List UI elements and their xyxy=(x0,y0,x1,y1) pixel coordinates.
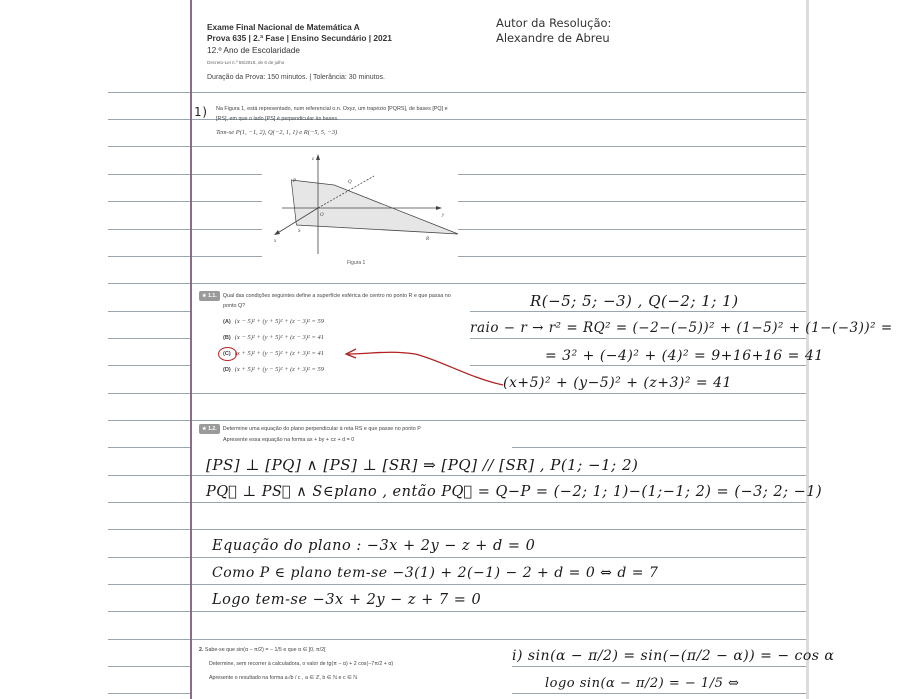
label-O: O xyxy=(320,213,324,218)
question-1-given: Tem-se P(1, −1, 2), Q(−2, 1, 1) e R(−5, 5, −3) xyxy=(216,129,338,136)
q1-1-badge: ★ 1.1. xyxy=(199,291,220,301)
q1-1-line-1: Qual das condições seguintes define a superfície esférica de centro no ponto R e que passa no xyxy=(222,293,451,299)
exam-title: Exame Final Nacional de Matemática A xyxy=(207,22,360,32)
exam-grade: 12.º Ano de Escolaridade xyxy=(207,45,300,55)
hw-1-1-line-1: R(−5; 5; −3) , Q(−2; 1; 1) xyxy=(530,292,739,310)
option-b[interactable]: (B) (x − 5)² + (y + 5)² + (z − 3)² = 41 xyxy=(223,334,324,341)
hw-1-2-line-2: PQ⃗ ⊥ PS⃗ ∧ S∈plano , então PQ⃗ = Q−P = (−2; 1; 1)−(1;−1; 2) = (−3; 2; −1) xyxy=(206,484,823,500)
figure-caption: Figura 1 xyxy=(347,260,366,266)
question-1-line-1: Na Figura 1, está representado, num referencial o.n. Oxyz, um trapézio [PQRS], de bases [PQ] e xyxy=(216,106,448,112)
q1-2-text xyxy=(199,424,421,445)
hw-2-line-1: i) sin(α − π/2) = sin(−(π/2 − α)) = − cos α xyxy=(512,648,835,664)
hw-1-1-line-2: raio − r → r² = RQ² = (−2−(−5))² + (1−5)² + (1−(−3))² = xyxy=(470,320,893,336)
hw-2-line-2: logo sin(α − π/2) = − 1/5 ⇔ xyxy=(545,676,740,691)
question-1-line-2: [RS], em que o lado [PS] é perpendicular às bases. xyxy=(216,116,339,122)
q1-1-line-2: ponto Q? xyxy=(223,303,246,309)
hw-1-2-line-3: Equação do plano : −3x + 2y − z + d = 0 xyxy=(212,538,536,554)
label-Q: Q xyxy=(348,180,352,185)
option-a[interactable]: (A) (x − 5)² + (y + 5)² + (z − 3)² = 59 xyxy=(223,318,324,325)
exam-decree: Decreto-Lei n.º 55/2018, de 6 de julho xyxy=(207,60,285,65)
q1-2-badge: ★ 1.2. xyxy=(199,424,220,434)
hw-1-2-line-5: Logo tem-se −3x + 2y − z + 7 = 0 xyxy=(212,592,482,608)
question-2-line-3: Apresente o resultado na forma a√b / c , a ∈ ℤ, b ∈ ℕ e c ∈ ℕ xyxy=(209,675,358,681)
question-2-number: 2. xyxy=(199,647,204,653)
label-S: S xyxy=(298,229,301,234)
question-2-text xyxy=(199,644,393,684)
hw-1-1-line-3: = 3² + (−4)² + (4)² = 9+16+16 = 41 xyxy=(545,348,824,364)
hw-1-1-line-4: (x+5)² + (y−5)² + (z+3)² = 41 xyxy=(503,375,732,391)
q1-2-line-2: Apresente essa equação na forma ax + by + cz + d = 0 xyxy=(223,437,355,443)
question-1-number: 1) xyxy=(194,105,209,119)
label-P: P xyxy=(293,179,297,184)
author-name: Alexandre de Abreu xyxy=(496,31,610,45)
exam-duration: Duração da Prova: 150 minutos. | Tolerância: 30 minutos. xyxy=(207,74,385,81)
question-2-line-1: Sabe-se que sin(α − π/2) = − 1/5 e que α ∈ ]0, π/2[ xyxy=(204,647,326,653)
option-c[interactable]: (C) (x + 5)² + (y − 5)² + (z + 3)² = 41 xyxy=(223,350,324,357)
question-2-line-2: Determine, sem recorrer à calculadora, o valor de tg(π − α) + 2 cos(−7π/2 + α) xyxy=(209,661,394,667)
exam-subtitle: Prova 635 | 2.ª Fase | Ensino Secundário | 2021 xyxy=(207,33,392,43)
hw-1-2-line-4: Como P ∈ plano tem-se −3(1) + 2(−1) − 2 + d = 0 ⇔ d = 7 xyxy=(212,565,659,581)
hw-1-2-line-1: [PS] ⊥ [PQ] ∧ [PS] ⊥ [SR] ⇒ [PQ] // [SR] , P(1; −1; 2) xyxy=(206,456,639,474)
author-label: Autor da Resolução: xyxy=(496,16,612,30)
axis-label-y: y xyxy=(442,213,445,218)
axis-label-z: z xyxy=(312,157,314,162)
axis-label-x: x xyxy=(274,239,277,244)
label-R: R xyxy=(426,237,430,242)
option-d[interactable]: (D) (x + 5)² + (y − 5)² + (z + 3)² = 59 xyxy=(223,366,324,373)
q1-2-line-1: Determine uma equação do plano perpendicular à reta RS e que passe no ponto P xyxy=(222,426,421,432)
